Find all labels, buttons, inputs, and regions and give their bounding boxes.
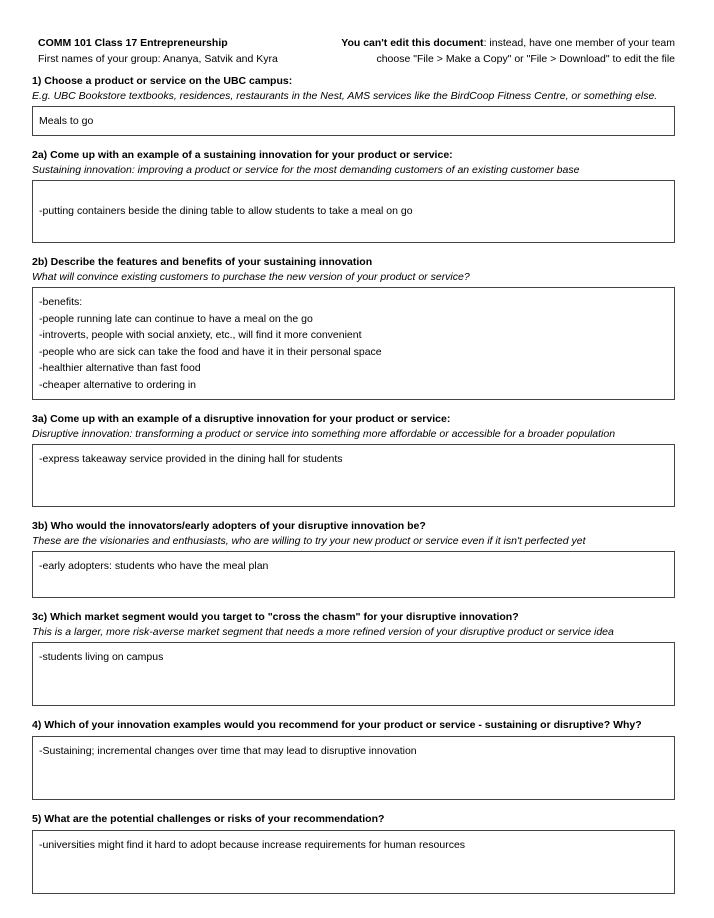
answer-box-q3c: [32, 642, 675, 706]
question-title: 3c) Which market segment would you target to "cross the chasm" for your disruptive innovation?: [32, 611, 519, 623]
question-subtitle: This is a larger, more risk-averse market segment that needs a more refined version of your disruptive product or service idea: [32, 626, 614, 638]
section-q1: [32, 74, 675, 136]
section-q3b: [32, 519, 675, 598]
section-q5: [32, 812, 675, 894]
section-q4: [32, 718, 675, 800]
answer-line: -introverts, people with social anxiety, etc., will find it more convenient: [39, 329, 362, 341]
section-q3a: [32, 412, 675, 507]
answer-box-q4: [32, 736, 675, 800]
group-names: First names of your group: Ananya, Satvik and Kyra: [38, 53, 278, 65]
header-left: [32, 35, 335, 67]
section-q2a: [32, 148, 675, 243]
answer-line: -students living on campus: [39, 651, 164, 663]
answer-line: -healthier alternative than fast food: [39, 362, 201, 374]
answer-box-q2a: [32, 180, 675, 243]
answer-line: -early adopters: students who have the meal plan: [39, 560, 269, 572]
question-title: 4) Which of your innovation examples would you recommend for your product or service - sustaining or disruptive? Why?: [32, 719, 642, 731]
answer-line: -people who are sick can take the food and have it in their personal space: [39, 345, 382, 358]
question-title: 3a) Come up with an example of a disruptive innovation for your product or service:: [32, 413, 451, 425]
answer-line: -universities might find it hard to adopt because increase requirements for human resources: [39, 839, 466, 851]
course-title: COMM 101 Class 17 Entrepreneurship: [38, 37, 228, 49]
question-subtitle: What will convince existing customers to purchase the new version of your product or service?: [32, 271, 470, 283]
answer-line: -cheaper alternative to ordering in: [39, 378, 197, 391]
answer-box-q1: [32, 106, 675, 136]
answer-line: -express takeaway service provided in the dining hall for students: [39, 453, 343, 465]
answer-line: -benefits:: [39, 296, 83, 308]
document-header: [32, 35, 675, 67]
question-subtitle: Sustaining innovation: improving a product or service for the most demanding customers of an existing customer base: [32, 164, 580, 176]
edit-notice-rest: : instead, have one member of your team: [483, 37, 675, 49]
question-subtitle: These are the visionaries and enthusiasts, who are willing to try your new product or service even if it isn't perfected yet: [32, 535, 586, 547]
question-subtitle: Disruptive innovation: transforming a product or service into something more affordable or accessible for a broader population: [32, 428, 616, 440]
edit-notice: [335, 35, 675, 51]
question-subtitle: E.g. UBC Bookstore textbooks, residences, restaurants in the Nest, AMS services like the BirdCoop Fitness Centre, or something else.: [32, 90, 658, 102]
answer-line: -people running late can continue to have a meal on the go: [39, 312, 313, 325]
answer-box-q2b: [32, 287, 675, 400]
edit-notice-bold: You can't edit this document: [341, 37, 484, 49]
question-title: 1) Choose a product or service on the UBC campus:: [32, 75, 293, 87]
section-q2b: [32, 255, 675, 400]
worksheet-page: [32, 35, 675, 894]
answer-line: Meals to go: [39, 115, 94, 127]
question-title: 5) What are the potential challenges or risks of your recommendation?: [32, 813, 385, 825]
edit-notice-instructions: choose "File > Make a Copy" or "File > Download" to edit the file: [376, 53, 675, 65]
section-q3c: [32, 610, 675, 706]
answer-line: -Sustaining; incremental changes over time that may lead to disruptive innovation: [39, 745, 417, 757]
answer-line: -putting containers beside the dining table to allow students to take a meal on go: [39, 205, 413, 217]
question-title: 3b) Who would the innovators/early adopters of your disruptive innovation be?: [32, 520, 426, 532]
question-title: 2b) Describe the features and benefits of your sustaining innovation: [32, 256, 373, 268]
answer-box-q5: [32, 830, 675, 894]
header-right: [335, 35, 675, 67]
answer-box-q3b: [32, 551, 675, 598]
question-title: 2a) Come up with an example of a sustaining innovation for your product or service:: [32, 149, 453, 161]
answer-box-q3a: [32, 444, 675, 507]
